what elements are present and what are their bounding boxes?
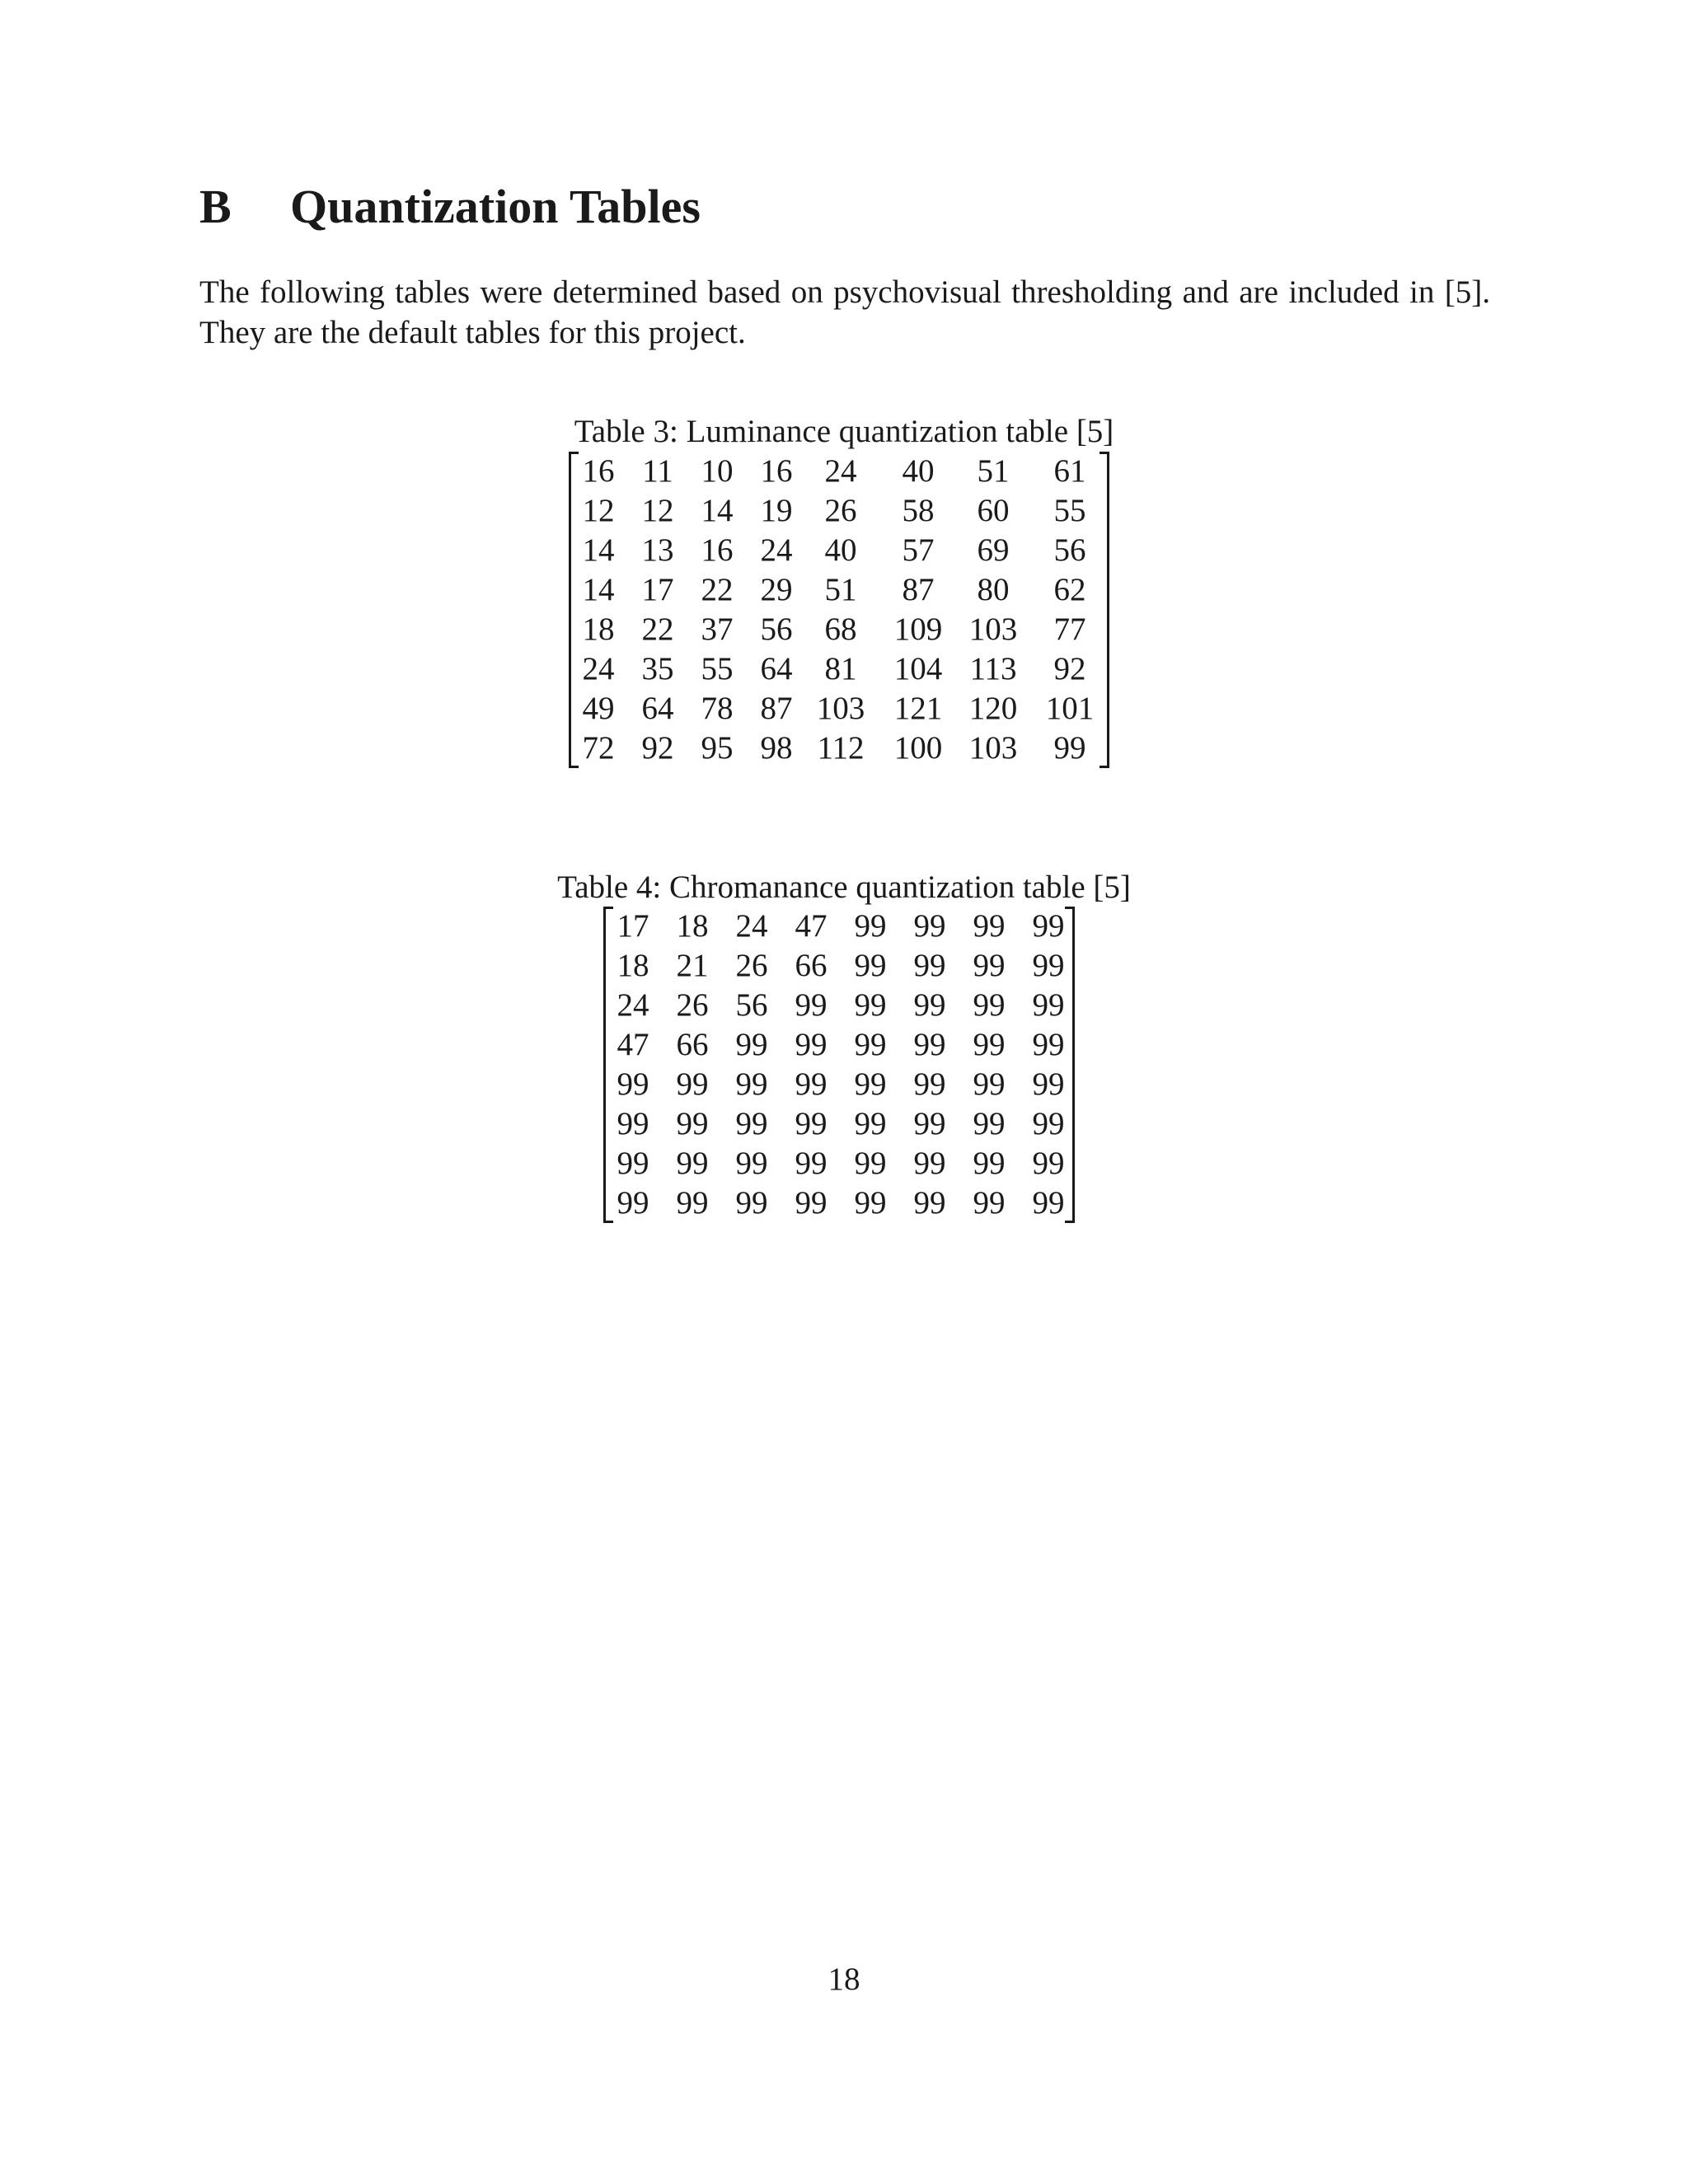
matrix-cell: 12 [641,493,674,528]
matrix-cell: 99 [617,1106,649,1141]
matrix-cell: 92 [641,730,674,766]
matrix-cell: 99 [973,908,1006,944]
matrix-cell: 68 [824,612,857,647]
section-title: Quantization Tables [290,180,701,233]
matrix-cell: 47 [617,1027,649,1062]
matrix-cell: 99 [1032,1027,1065,1062]
matrix-cell: 99 [913,948,946,983]
matrix-cell: 99 [795,1185,828,1221]
matrix-cell: 99 [973,948,1006,983]
matrix-cell: 11 [642,453,673,489]
matrix-cell: 99 [854,1185,887,1221]
matrix-cell: 99 [913,1146,946,1181]
matrix-cell: 80 [977,572,1010,607]
matrix-cell: 16 [701,532,734,568]
matrix-cell: 22 [701,572,734,607]
matrix-cell: 51 [977,453,1010,489]
matrix-cell: 12 [582,493,615,528]
matrix-cell: 16 [760,453,793,489]
matrix-cell: 29 [760,572,793,607]
matrix-cell: 24 [582,651,615,687]
matrix-cell: 16 [582,453,615,489]
matrix-cell: 64 [760,651,793,687]
matrix-cell: 120 [968,691,1018,726]
matrix-cell: 26 [824,493,857,528]
matrix-cell: 101 [1045,691,1095,726]
matrix-cell: 18 [617,948,649,983]
matrix-cell: 99 [617,1066,649,1102]
matrix-cell: 57 [902,532,935,568]
matrix-cell: 100 [893,730,943,766]
matrix-cell: 87 [902,572,935,607]
matrix-cell: 99 [1032,908,1065,944]
matrix-cell: 55 [1053,493,1086,528]
matrix-cell: 24 [617,987,649,1023]
matrix-cell: 113 [969,651,1017,687]
matrix-cell: 99 [1032,1066,1065,1102]
matrix-cell: 99 [973,1185,1006,1221]
matrix-cell: 60 [977,493,1010,528]
matrix-cell: 99 [913,908,946,944]
matrix-cell: 99 [1032,987,1065,1023]
matrix-cell: 87 [760,691,793,726]
matrix-cell: 99 [676,1146,709,1181]
matrix-cell: 77 [1053,612,1086,647]
intro-paragraph: The following tables were determined based on psychovisual thresholding and are included in [5]. They are the default tables for this project. [199,274,1490,350]
matrix-cell: 72 [582,730,615,766]
matrix-cell: 17 [641,572,674,607]
matrix-cell: 99 [854,908,887,944]
matrix-cell: 103 [968,730,1018,766]
matrix-cell: 99 [676,1185,709,1221]
matrix-cell: 19 [760,493,793,528]
matrix-cell: 99 [1032,1185,1065,1221]
matrix-cell: 99 [973,987,1006,1023]
matrix-cell: 99 [617,1185,649,1221]
matrix-cell: 13 [641,532,674,568]
matrix-cell: 99 [913,987,946,1023]
matrix-cell: 35 [641,651,674,687]
page-number: 18 [828,1961,860,1997]
matrix-cell: 103 [968,612,1018,647]
matrix-cell: 99 [854,1106,887,1141]
matrix-cell: 99 [973,1146,1006,1181]
matrix-cell: 62 [1053,572,1086,607]
matrix-cell: 66 [676,1027,709,1062]
matrix-cell: 104 [893,651,943,687]
chrominance-quantization-matrix [603,907,1075,1223]
matrix-cell: 14 [701,493,734,528]
matrix-cell: 92 [1053,651,1086,687]
matrix-cell: 99 [854,987,887,1023]
matrix-cell: 99 [854,1027,887,1062]
matrix-cell: 99 [913,1106,946,1141]
matrix-cell: 99 [735,1185,768,1221]
matrix-cell: 99 [1053,730,1086,766]
matrix-cell: 99 [973,1027,1006,1062]
matrix-cell: 99 [676,1066,709,1102]
matrix-cell: 37 [701,612,734,647]
matrix-cell: 98 [760,730,793,766]
matrix-cell: 99 [973,1106,1006,1141]
matrix-cell: 10 [701,453,734,489]
matrix-cell: 47 [795,908,828,944]
matrix-cell: 14 [582,532,615,568]
section-number: B [199,180,232,233]
matrix-cell: 99 [735,1106,768,1141]
matrix-cell: 99 [735,1027,768,1062]
matrix-cell: 99 [854,1146,887,1181]
matrix-cell: 24 [824,453,857,489]
matrix-cell: 26 [735,948,768,983]
matrix-cell: 99 [617,1146,649,1181]
matrix-cell: 26 [676,987,709,1023]
matrix-cell: 81 [824,651,857,687]
matrix-cell: 40 [902,453,935,489]
matrix-cell: 99 [795,1027,828,1062]
table-4-caption: Table 4: Chromanance quantization table [5] [557,869,1131,905]
matrix-cell: 109 [893,612,943,647]
matrix-cell: 99 [795,1146,828,1181]
matrix-cell: 99 [973,1066,1006,1102]
matrix-cell: 99 [735,1146,768,1181]
matrix-cell: 40 [824,532,857,568]
matrix-cell: 121 [893,691,943,726]
matrix-cell: 58 [902,493,935,528]
matrix-cell: 22 [641,612,674,647]
matrix-cell: 103 [816,691,865,726]
matrix-cell: 18 [676,908,709,944]
matrix-cell: 49 [582,691,615,726]
matrix-cell: 99 [735,1066,768,1102]
matrix-cell: 69 [977,532,1010,568]
matrix-cell: 99 [913,1027,946,1062]
matrix-cell: 99 [854,1066,887,1102]
matrix-cell: 17 [617,908,649,944]
matrix-cell: 99 [795,1066,828,1102]
matrix-cell: 51 [824,572,857,607]
matrix-cell: 24 [760,532,793,568]
matrix-cell: 99 [1032,1106,1065,1141]
matrix-cell: 24 [735,908,768,944]
matrix-cell: 99 [1032,1146,1065,1181]
matrix-cell: 99 [795,987,828,1023]
matrix-cell: 95 [701,730,734,766]
matrix-cell: 56 [760,612,793,647]
matrix-cell: 66 [795,948,828,983]
matrix-cell: 99 [913,1066,946,1102]
matrix-cell: 56 [1053,532,1086,568]
matrix-cell: 99 [913,1185,946,1221]
matrix-cell: 61 [1053,453,1086,489]
matrix-cell: 56 [735,987,768,1023]
luminance-quantization-matrix [569,452,1109,768]
section-heading [199,180,701,233]
matrix-cell: 55 [701,651,734,687]
matrix-cell: 14 [582,572,615,607]
matrix-cell: 112 [817,730,865,766]
matrix-cell: 78 [701,691,734,726]
matrix-cell: 18 [582,612,615,647]
matrix-cell: 64 [641,691,674,726]
matrix-cell: 99 [854,948,887,983]
matrix-cell: 99 [1032,948,1065,983]
table-3-caption: Table 3: Luminance quantization table [5] [574,414,1114,449]
matrix-cell: 99 [676,1106,709,1141]
matrix-cell: 99 [795,1106,828,1141]
matrix-cell: 21 [676,948,709,983]
